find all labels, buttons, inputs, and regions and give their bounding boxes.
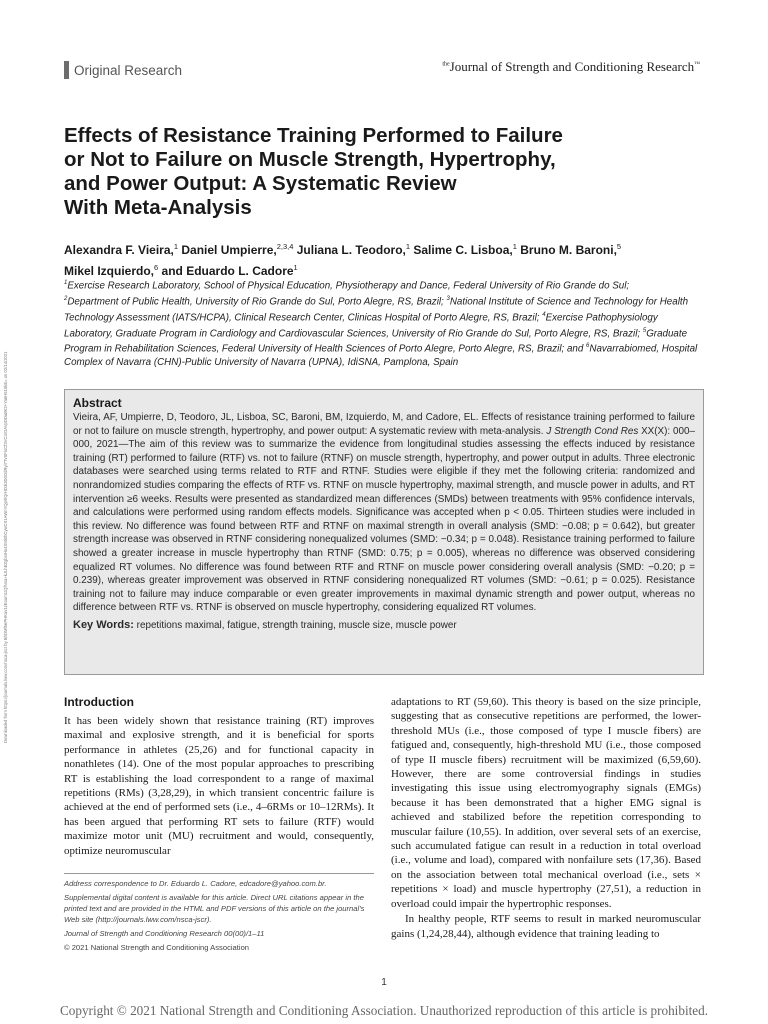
paragraph: It has been widely shown that resistance training (RT) improves maximal and explosive strength, and it is beneficial for sports performance in athletes (25,26) and for functional capacity in nonathletes (14). One of the most popular approaches to prescribing RT is establishing the load correspondent to a range of maximal repetitions (RMs) (3,28,29), in which transient concentric failure is achieved at the end of performed sets (i.e., 4–6RMs or 10–12RMs). It has been argued that performing RT sets to failure (RTF) would maximize motor unit (MU) recruitment and would, consequently, optimize neuromuscular — [64, 715, 374, 857]
title-line: or Not to Failure on Muscle Strength, Hypertrophy, — [64, 148, 556, 171]
affiliation: Navarrabiomed, Hospital Complex of Navarra (CHN)-Public University of Navarra (UPNA), IdiSNA, Pamplona, Spain — [64, 343, 698, 369]
footnote-citation: Journal of Strength and Conditioning Research 00(00)/1–11 — [64, 929, 265, 938]
title-line: and Power Output: A Systematic Review — [64, 172, 457, 195]
abstract-text-part: XX(X): 000–000, 2021—The aim of this review was to summarize the evidence from longitudinal studies assessing the effects induced by resistance training (RT) performed to failure (RTF) vs. not to failure (RTNF) on muscle strength, hypertrophy, and power output in adults. Three electronic databases were searched using terms related to RTF and RTNF. Studies were eligible if they met the following criteria: randomized and nonrandomized studies comparing the effects of RTF vs. RTNF on muscle hypertrophy, maximal strength, and muscle power in adults, and RT intervention ≥6 weeks. Results were presented as standardized mean differences (SMDs) between treatments with 95% confidence intervals, and calculations were performed using random effects models. Significance was accepted when p < 0.05. Thirteen studies were included in this review. No difference was found between RTF and RTNF on maximal strength in overall analysis (SMD: −0.08; p = 0.642), but greater strength increase was observed in RTNF considering nonequalized volumes (SMD: −0.34; p = 0.048). Resistance training performed to failure showed a greater increase in muscle hypertrophy than RTNF (SMD: 0.75; p = 0.005), whereas no difference was observed considering equalized RT volumes. No difference was found between RTF and RTNF on muscle power considering overall analysis (SMD: −0.20; p = 0.239), whereas greater improvement was observed in RTNF considering nonequalized RT volumes (SMD: −0.61; p = 0.025). Resistance training not to failure may induce comparable or even greater improvements in maximal dynamic strength and power output, whereas no difference between RTF vs. RTNF is observed on muscle hypertrophy, considering equalized RT volumes. — [73, 425, 695, 614]
affil-ref: 6 — [586, 343, 590, 350]
author-affil-ref: 2,3,4 — [276, 242, 294, 251]
author-affil-ref: 1 — [173, 242, 179, 251]
journal-logo-name: Journal of Strength and Conditioning Research — [449, 59, 695, 74]
affiliations — [64, 277, 704, 370]
journal-logo-the: the — [442, 61, 450, 68]
footnotes — [64, 873, 374, 956]
author: Salime C. Lisboa, — [410, 243, 513, 257]
title-line: Effects of Resistance Training Performed to Failure — [64, 124, 563, 147]
author-list — [64, 238, 714, 280]
paragraph: In healthy people, RTF seems to result in marked neuromuscular gains (1,24,28,44), although evidence that training leading to — [391, 913, 701, 940]
paragraph: adaptations to RT (59,60). This theory is based on the size principle, suggesting that as consecutive repetitions are performed, the lower-threshold MUs (i.e., those composed of type I muscle fibers) are fatigued and, consequently, high-threshold MU (i.e., those composed of type II muscle fibers) recruitment will be maximized (6,59,60). However, there are some controversial findings in studies investigating this issue using electromyography signals (EMGs) because it has been demonstrated that a higher EMG signal is achieved and stabilized before the repetition corresponding to muscular failure (10,55). In addition, over several sets of an exercise, such accumulated fatigue can result in a reduction in total overload (i.e., volume and load), compared with nonfailure sets (17,36). Based on the association between total mechanical overload (i.e., sets × repetitions × load) and muscle hypertrophy (27,51), a reduction in overload could impair the hypertrophic responses. — [391, 696, 701, 910]
footnote-supplemental: Supplemental digital content is available for this article. Direct URL citations appear in the printed text and are provided in the HTML and PDF versions of this article on the journal's Web site (http://journals.lww.com/nsca-jscr). — [64, 893, 365, 924]
author: Alexandra F. Vieira, — [64, 243, 174, 257]
author: Daniel Umpierre, — [178, 243, 277, 257]
author-affil-ref: 1 — [405, 242, 411, 251]
journal-logo — [442, 59, 700, 75]
author-affil-ref: 6 — [154, 263, 159, 272]
section-heading-introduction: Introduction — [64, 695, 134, 709]
author: Mikel Izquierdo, — [64, 264, 155, 278]
abstract-journal-abbrev: J Strength Cond Res — [546, 425, 639, 437]
body-column-left — [64, 695, 374, 858]
affil-ref: 1 — [64, 280, 68, 286]
section-tag-bar — [64, 61, 69, 79]
journal-logo-tm: ™ — [694, 61, 700, 68]
section-tag — [64, 61, 182, 79]
article-title — [64, 124, 714, 220]
author-affil-ref: 5 — [616, 242, 622, 251]
affil-ref: 4 — [542, 311, 546, 318]
abstract-box — [64, 389, 704, 675]
affiliation: Exercise Research Laboratory, School of Physical Education, Physiotherapy and Dance, Federal University of Rio Grande do Sul; — [67, 280, 630, 292]
page-header — [64, 59, 700, 83]
download-side-note-text: Downloaded from https://journals.lww.com/nsca-jscr by BhDMf5ePHKav1zEoum1tQfN4a+kJLhEZgbsIHo4XMi0hCywCX1AWnYQp/IlQrHD3i3D0OdRyi7TvSFl4Cf3VC4/OAVpDDa8K2+Ya6H515kE= on 02/14/2021 — [3, 351, 8, 743]
affiliation: Graduate Program in Rehabilitation Sciences, Federal University of Health Sciences of Porto Alegre, Porto Alegre, RS, Brazil; and — [64, 327, 688, 355]
author-affil-ref: 1 — [512, 242, 517, 251]
abstract-text — [73, 411, 695, 615]
title-line: With Meta-Analysis — [64, 196, 252, 219]
abstract-heading: Abstract — [73, 396, 122, 410]
author: and Eduardo L. Cadore — [158, 264, 294, 278]
page-number: 1 — [381, 977, 387, 988]
abstract-text-part: Vieira, AF, Umpierre, D, Teodoro, JL, Lisboa, SC, Baroni, BM, Izquierdo, M, and Cadore, EL. Effects of resistance training performed to failure or not to failure on muscle strength, hypertrophy, and power output: A systematic review with meta-analysis. — [73, 412, 695, 437]
affil-ref: 3 — [446, 295, 450, 302]
author: Bruno M. Baroni, — [516, 243, 617, 257]
keywords-list: repetitions maximal, fatigue, strength training, muscle size, muscle power — [133, 619, 457, 631]
affiliation: Exercise Pathophysiology Laboratory, Graduate Program in Cardiology and Cardiovascular Sciences, University of Rio Grande do Sul, Porto Alegre, RS, Brazil; — [64, 311, 658, 339]
keywords-label: Key Words: — [73, 618, 134, 631]
download-side-note — [2, 268, 12, 743]
footnote-correspondence: Address correspondence to Dr. Eduardo L. Cadore, edcadore@yahoo.com.br. — [64, 879, 327, 888]
affil-ref: 5 — [642, 327, 647, 334]
copyright-notice: Copyright © 2021 National Strength and Conditioning Association. Unauthorized reproduction of this article is prohibited. — [59, 1003, 709, 1018]
affiliation: Department of Public Health, University of Rio Grande do Sul, Porto Alegre, RS, Brazil; — [67, 296, 447, 308]
footnote-copyright: © 2021 National Strength and Conditioning Association — [64, 943, 250, 952]
section-tag-label: Original Research — [74, 62, 183, 78]
body-column-right — [391, 695, 701, 941]
keywords — [73, 619, 695, 631]
affil-ref: 2 — [64, 295, 68, 302]
author: Juliana L. Teodoro, — [293, 243, 406, 257]
author-affil-ref: 1 — [293, 263, 298, 272]
affiliation: National Institute of Science and Technology for Health Technology Assessment (IATS/HCPA), Clinical Research Center, Clinicas Hospital of Porto Alegre, RS, Brazil; — [64, 296, 689, 323]
